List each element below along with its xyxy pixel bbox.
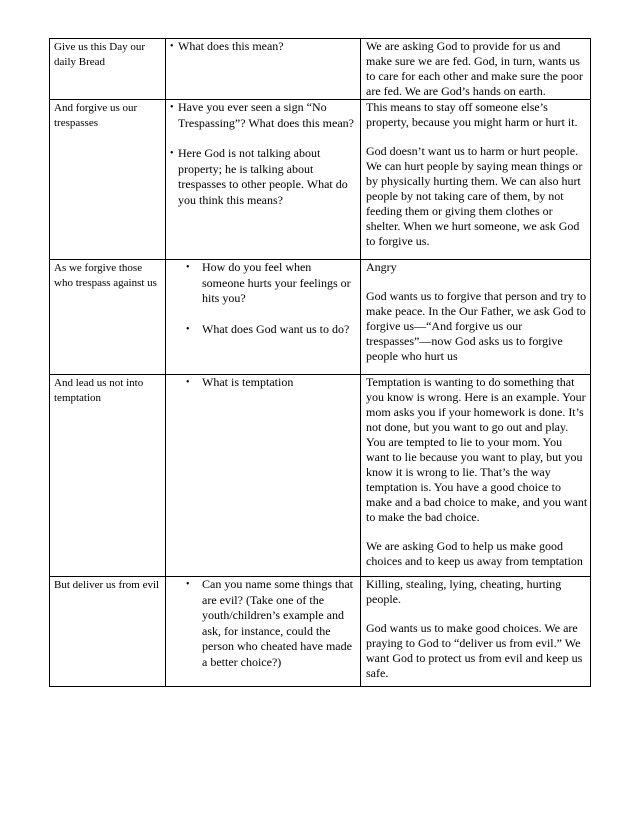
bullet-icon: • xyxy=(186,579,190,590)
phrase-cell xyxy=(50,577,166,687)
answer-paragraph: This means to stay off someone else’s property, because you might harm or hurt it. xyxy=(366,100,578,129)
answer-paragraph: God wants us to make good choices. We are praying to God to “deliver us from evil.” We want God to protect us from evil and keep us safe. xyxy=(366,621,583,680)
phrase-cell xyxy=(50,375,166,577)
table-row xyxy=(50,260,591,375)
question-list xyxy=(166,39,360,55)
bullet-icon: • xyxy=(170,102,174,113)
question-item xyxy=(166,260,360,307)
question-item xyxy=(166,577,360,670)
question-text: How do you feel when someone hurts your feelings or hits you? xyxy=(202,260,351,305)
question-item xyxy=(166,100,360,131)
bullet-icon: • xyxy=(170,148,174,159)
question-text: What is temptation xyxy=(202,375,294,389)
prayer-phrase: Give us this Day our daily Bread xyxy=(54,41,146,68)
lords-prayer-table xyxy=(49,38,591,687)
question-list xyxy=(166,260,360,337)
question-item xyxy=(166,39,360,55)
prayer-phrase: And forgive us our trespasses xyxy=(54,102,138,129)
table-row xyxy=(50,375,591,577)
answer-block xyxy=(361,39,590,99)
table-row xyxy=(50,100,591,260)
question-cell xyxy=(166,100,361,260)
question-text: Here God is not talking about property; he is talking about trespasses to other people. What do you think this means? xyxy=(178,146,348,207)
bullet-icon: • xyxy=(186,262,190,273)
phrase-cell xyxy=(50,100,166,260)
table-row xyxy=(50,39,591,100)
answer-block xyxy=(361,260,590,364)
question-cell xyxy=(166,577,361,687)
answer-cell xyxy=(361,260,591,375)
answer-paragraph: Angry xyxy=(366,260,397,274)
question-list xyxy=(166,375,360,391)
question-list xyxy=(166,577,360,670)
prayer-phrase: As we forgive those who trespass against us xyxy=(54,262,157,289)
question-item xyxy=(166,375,360,391)
prayer-phrase: And lead us not into temptation xyxy=(54,377,144,404)
table-row xyxy=(50,577,591,687)
question-list xyxy=(166,100,360,208)
answer-cell xyxy=(361,100,591,260)
question-item xyxy=(166,146,360,208)
answer-cell xyxy=(361,375,591,577)
bullet-icon: • xyxy=(186,323,190,335)
answer-paragraph: Killing, stealing, lying, cheating, hurting people. xyxy=(366,577,562,606)
answer-paragraph: We are asking God to provide for us and make sure we are fed. God, in turn, wants us to care for each other and make sure the poor are fed. We are God’s hands on earth. xyxy=(366,39,583,98)
question-text: Can you name some things that are evil? (Take one of the youth/children’s example and ask, for instance, could the person who cheated have made a better choice?) xyxy=(202,577,353,669)
bullet-icon: • xyxy=(170,41,174,52)
bullet-icon: • xyxy=(186,377,190,388)
question-item xyxy=(166,322,360,338)
answer-cell xyxy=(361,39,591,100)
answer-paragraph: God wants us to forgive that person and try to make peace. In the Our Father, we ask God to forgive us—“And forgive us our trespasses”—now God asks us to forgive people who hurt us xyxy=(366,289,587,363)
question-text: What does this mean? xyxy=(178,39,284,53)
answer-paragraph: We are asking God to help us make good choices and to keep us away from temptation xyxy=(366,539,583,568)
question-text: Have you ever seen a sign “No Trespassing”? What does this mean? xyxy=(178,100,354,130)
question-cell xyxy=(166,375,361,577)
answer-block xyxy=(361,375,590,569)
answer-cell xyxy=(361,577,591,687)
question-cell xyxy=(166,39,361,100)
answer-block xyxy=(361,100,590,249)
answer-paragraph: God doesn’t want us to harm or hurt people. We can hurt people by saying mean things or by physically hurting them. We can also hurt people by not taking care of them, by not feeding them or giving them clothes or shelter. When we hurt someone, we ask God to forgive us. xyxy=(366,144,583,248)
phrase-cell xyxy=(50,260,166,375)
question-cell xyxy=(166,260,361,375)
answer-paragraph: Temptation is wanting to do something that you know is wrong. Here is an example. Your mom asks you if your homework is done. It’s not done, but you want to go out and play. You are tempted to lie to your mom. You want to lie because you want to play, but you know it is wrong to lie. That’s the way temptation is. You have a good choice to make and a bad choice to make, and you want to make the bad choice. xyxy=(366,375,588,524)
question-text: What does God want us to do? xyxy=(202,321,350,336)
phrase-cell xyxy=(50,39,166,100)
answer-block xyxy=(361,577,590,681)
prayer-phrase: But deliver us from evil xyxy=(54,579,160,591)
